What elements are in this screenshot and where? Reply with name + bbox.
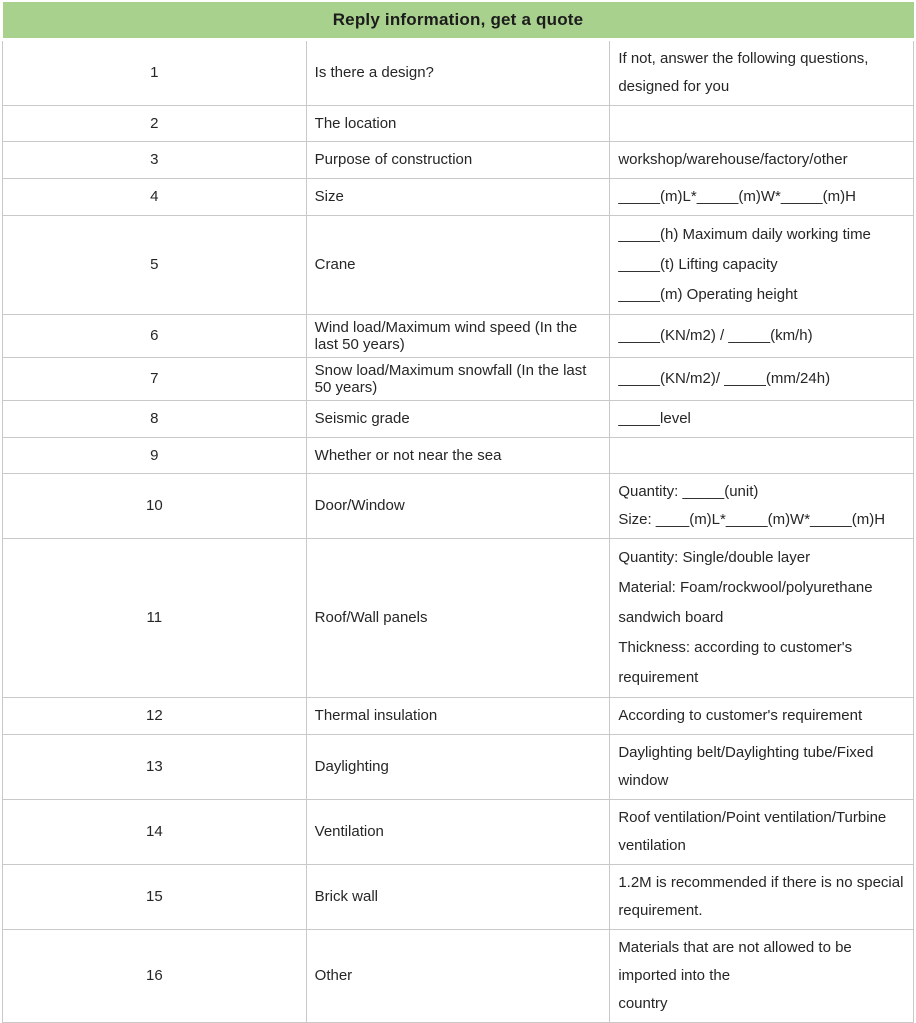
table-body: [3, 39, 914, 1022]
answer-cell: [610, 141, 914, 178]
answer-line: _____(m) Operating height: [618, 285, 798, 303]
table-row: [3, 799, 914, 864]
question-cell: Brick wall: [306, 864, 610, 929]
answer-cell: [610, 473, 914, 538]
question-cell: Whether or not near the sea: [306, 437, 610, 473]
table-row: [3, 697, 914, 734]
question-cell: Other: [306, 929, 610, 1022]
question-cell: Crane: [306, 215, 610, 314]
question-cell: Ventilation: [306, 799, 610, 864]
row-number: 4: [3, 178, 307, 215]
table-row: [3, 314, 914, 357]
table-row: [3, 178, 914, 215]
table-row: [3, 400, 914, 437]
answer-cell: [610, 357, 914, 400]
table-header-row: [3, 2, 914, 39]
row-number: 9: [3, 437, 307, 473]
question-cell: Wind load/Maximum wind speed (In the last 50 years): [306, 314, 610, 357]
table-row: [3, 864, 914, 929]
row-number: 16: [3, 929, 307, 1022]
question-cell: Snow load/Maximum snowfall (In the last 50 years): [306, 357, 610, 400]
answer-cell: [610, 314, 914, 357]
question-cell: Thermal insulation: [306, 697, 610, 734]
table-row: [3, 215, 914, 314]
answer-line: country: [618, 994, 668, 1012]
answer-line: If not, answer the following questions, designed for you: [618, 49, 873, 95]
row-number: 7: [3, 357, 307, 400]
row-number: 6: [3, 314, 307, 357]
table-row: [3, 105, 914, 141]
row-number: 12: [3, 697, 307, 734]
answer-line: workshop/warehouse/factory/other: [618, 150, 848, 168]
question-cell: The location: [306, 105, 610, 141]
table-row: [3, 473, 914, 538]
answer-line: _____(h) Maximum daily working time: [618, 225, 871, 243]
question-cell: Size: [306, 178, 610, 215]
answer-line: _____(m)L*_____(m)W*_____(m)H: [618, 187, 856, 205]
answer-cell: [610, 178, 914, 215]
answer-line: Daylighting belt/Daylighting tube/Fixed window: [618, 743, 878, 789]
table-row: [3, 734, 914, 799]
answer-cell: [610, 697, 914, 734]
answer-line: Roof ventilation/Point ventilation/Turbine ventilation: [618, 808, 891, 854]
answer-line: Size: ____(m)L*_____(m)W*_____(m)H: [618, 510, 886, 528]
answer-cell: [610, 864, 914, 929]
table-row: [3, 929, 914, 1022]
question-cell: Door/Window: [306, 473, 610, 538]
answer-line: _____(KN/m2)/ _____(mm/24h): [618, 369, 831, 387]
answer-line: Materials that are not allowed to be imported into the: [618, 938, 856, 984]
row-number: 3: [3, 141, 307, 178]
answer-line: Quantity: _____(unit): [618, 482, 759, 500]
answer-line: According to customer's requirement: [618, 706, 863, 724]
row-number: 14: [3, 799, 307, 864]
question-cell: Is there a design?: [306, 39, 610, 105]
answer-line: _____(t) Lifting capacity: [618, 255, 778, 273]
row-number: 5: [3, 215, 307, 314]
answer-cell: [610, 929, 914, 1022]
row-number: 15: [3, 864, 307, 929]
answer-cell: [610, 538, 914, 697]
question-cell: Roof/Wall panels: [306, 538, 610, 697]
answer-line: Quantity: Single/double layer: [618, 548, 811, 566]
answer-cell: [610, 437, 914, 473]
table-row: [3, 39, 914, 105]
answer-cell: [610, 400, 914, 437]
answer-cell: [610, 734, 914, 799]
row-number: 8: [3, 400, 307, 437]
row-number: 11: [3, 538, 307, 697]
answer-line: _____level: [618, 409, 691, 427]
answer-cell: [610, 215, 914, 314]
table-row: [3, 141, 914, 178]
quote-info-table: [2, 2, 914, 1023]
row-number: 10: [3, 473, 307, 538]
answer-cell: [610, 105, 914, 141]
table-title: Reply information, get a quote: [3, 2, 914, 39]
question-cell: Purpose of construction: [306, 141, 610, 178]
answer-line: Material: Foam/rockwool/polyurethane sandwich board: [618, 578, 877, 626]
question-cell: Daylighting: [306, 734, 610, 799]
answer-cell: [610, 39, 914, 105]
row-number: 2: [3, 105, 307, 141]
row-number: 13: [3, 734, 307, 799]
answer-line: 1.2M is recommended if there is no special requirement.: [618, 873, 908, 919]
answer-line: Thickness: according to customer's requirement: [618, 638, 857, 686]
table-row: [3, 437, 914, 473]
table-row: [3, 538, 914, 697]
answer-cell: [610, 799, 914, 864]
question-cell: Seismic grade: [306, 400, 610, 437]
answer-line: _____(KN/m2) / _____(km/h): [618, 326, 813, 344]
row-number: 1: [3, 39, 307, 105]
table-row: [3, 357, 914, 400]
